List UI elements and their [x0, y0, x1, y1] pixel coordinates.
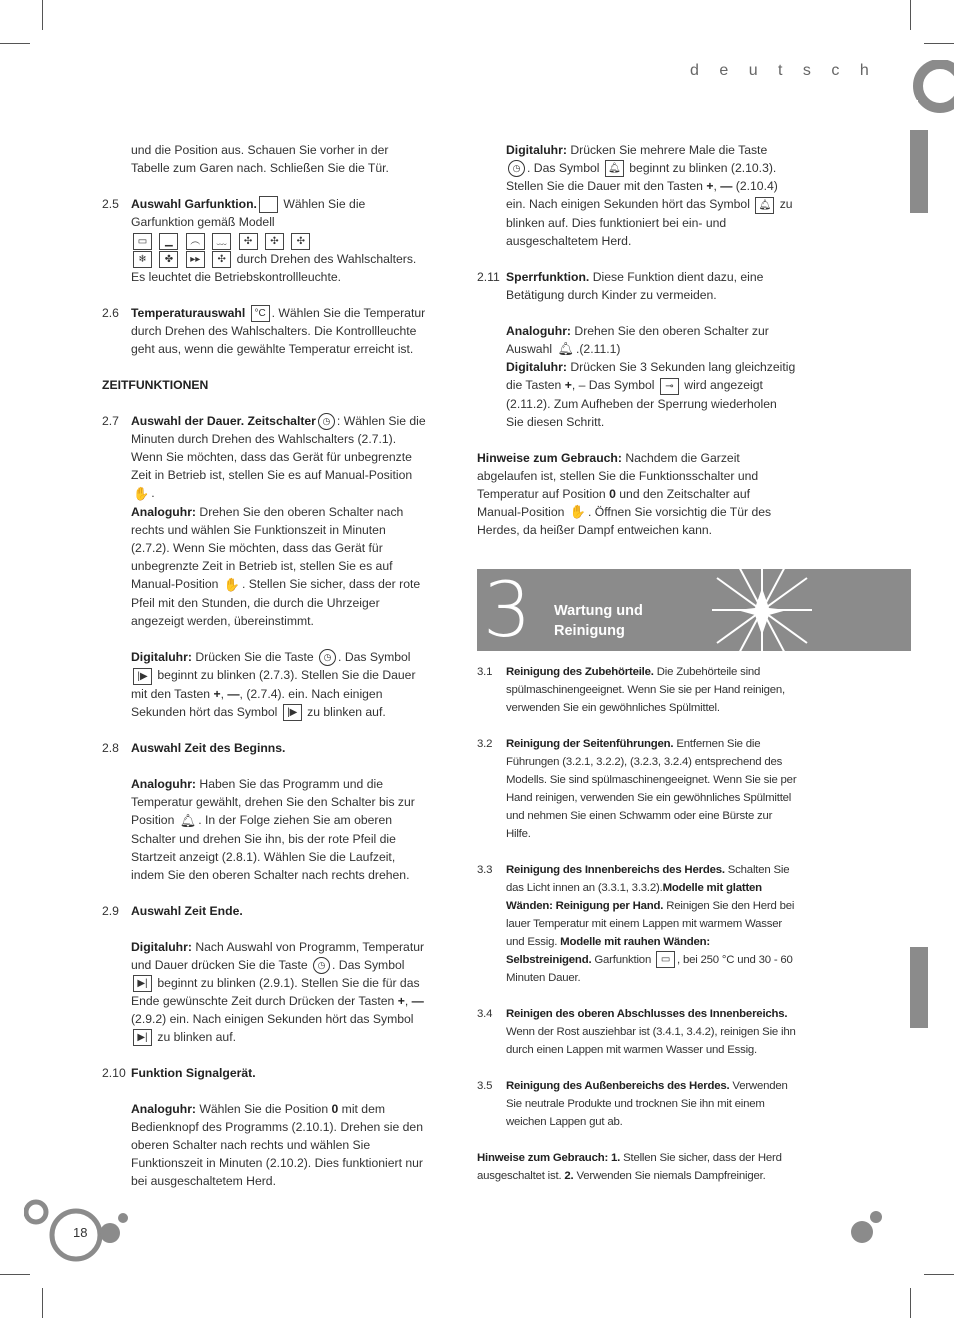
crop-mark: [42, 1288, 43, 1318]
manual-hand-icon: ✋: [569, 504, 586, 520]
section-2-9: 2.9 Auswahl Zeit Ende. Digitaluhr: Nach Auswahl von Programm, Temperatur und Dauer drücken Sie die Taste ◷ . Das Symbol ▶| beginnt zu blinken (2.9.1). Stellen Sie die für das Ende gewünschte Zeit durch Drücken der Tasten +, — (2.9.2) ein. Nach einigen Sekunden hört das Symbol ▶| zu blinken auf.: [102, 902, 427, 1047]
crop-mark: [924, 43, 954, 44]
decor-circle-icon: [900, 60, 954, 130]
bell-icon: 🔔︎: [557, 341, 574, 357]
minus-icon: —: [720, 179, 733, 194]
top-bottom-heat-icon: ▭: [656, 951, 675, 968]
clock-icon: ◷: [508, 160, 525, 177]
end-time-icon: ▶|: [133, 975, 152, 992]
chapter-number: 3: [483, 569, 532, 651]
intro-text: und die Position aus. Schauen Sie vorher in der Tabelle zum Garen nach. Schließen Sie die Tür.: [131, 143, 389, 175]
section-3-5: 3.5 Reinigung des Außenbereichs des Herdes. Verwenden Sie neutrale Produkte und trocknen Sie ihn mit einem weichen Lappen gut ab.: [477, 1080, 788, 1128]
bell-symbol-icon: 🔔︎: [755, 197, 774, 214]
footer-dots-icon: [848, 1208, 888, 1248]
pizza-icon: ▸▸: [186, 251, 205, 268]
sparkle-icon: [707, 569, 817, 651]
section-3-4: 3.4 Reinigen des oberen Abschlusses des Innenbereichs. Wenn der Rost ausziehbar ist (3.4.1, 3.4.2), reinigen Sie ihn durch einen Lappen mit warmen Wasser und Essig.: [477, 1008, 796, 1056]
fan-ring-icon: ✤: [159, 251, 178, 268]
key-lock-icon: ⊸: [660, 378, 679, 395]
bell-symbol-icon: 🔔︎: [605, 160, 624, 177]
crop-mark: [910, 1288, 911, 1318]
clock-icon: ◷: [318, 413, 335, 430]
digital-timer-signal: Digitaluhr: Drücken Sie mehrere Male die Taste ◷ . Das Symbol 🔔︎ beginnt zu blinken (2.10.3). Stellen Sie die Dauer mit den Tasten +, — (2.10.4) ein. Nach einigen Sekunden hört das Symbol 🔔︎ zu blinken auf. Dies funktioniert bei ein- und ausgeschaltetem Herd.: [506, 143, 793, 248]
chapter-title: Wartung und Reinigung: [554, 603, 643, 639]
crop-mark: [0, 43, 30, 44]
top-bottom-heat-icon: ▭: [133, 233, 152, 250]
plus-icon: +: [564, 378, 572, 393]
manual-hand-icon: ✋: [133, 486, 150, 502]
temperature-icon: °C: [251, 305, 270, 322]
section-3-1: 3.1 Reinigung des Zubehörteile. Die Zubehörteile sind spülmaschinengeeignet. Wenn Sie sie per Hand reinigen, verwenden Sie ein gewöhnliches Spülmittel.: [477, 666, 785, 714]
section-3-3: 3.3 Reinigung des Innenbereichs des Herdes. Schalten Sie das Licht innen an (3.3.1, 3.3.2).Modelle mit glatten Wänden: Reinigung per Hand. Reinigen Sie den Herd bei lauer Temperatur mit einem Lappen mit warmem Wasser und Essig. Modelle mit rauhen Wänden: Selbstreinigend. Garfunktion ▭ , bei 250 °C und 30 - 60 Minuten Dauer.: [477, 864, 795, 984]
section-2-5: 2.5 Auswahl Garfunktion. Wählen Sie die Garfunktion gemäß Modell ▭ ▁ ︵ ﹏ ✣ ✣ ✣ ❄ ✤ ▸▸ ✣ durch Drehen des Wahlschalters. Es leuchtet die Betriebskontrollleuchte.: [102, 197, 417, 284]
section-3-2: 3.2 Reinigung der Seitenführungen. Entfernen Sie die Führungen (3.2.1, 3.2.2), (3.2.3, 3.2.4) entsprechend des Modells. Sie sind spülmaschinengeeignet. Wenn Sie sie per Hand reinigen, verwenden Sie ein gewöhnliches Spülmittel und nehmen Sie einen Schwamm oder eine Bürste zur Hilfe.: [477, 738, 797, 840]
usage-hint-1: Hinweise zum Gebrauch: Nachdem die Garzeit abgelaufen ist, stellen Sie die Funktionsschalter und Temperatur auf Position 0 und den Zeitschalter auf Manual-Position ✋ . Öffnen Sie vorsichtig die Tür des Herdes, da heißer Dampf entweichen kann.: [477, 450, 772, 538]
grill-icon: ︵: [186, 233, 205, 250]
duration-symbol-icon: |▶: [133, 668, 152, 685]
clock-icon: ◷: [319, 649, 336, 666]
section-2-10: 2.10 Funktion Signalgerät. Analoguhr: Wählen Sie die Position 0 mit dem Bedienknopf des Programms (2.10.1). Drehen sie den oberen Schalter nach rechts und wählen Sie Funktionszeit in Minuten (2.10.2). Dies funktioniert nur bei ausgeschaltetem Herd.: [102, 1066, 423, 1189]
section-heading-zeitfunktionen: ZEITFUNKTIONEN: [102, 378, 209, 393]
bottom-heat-icon: ▁: [159, 233, 178, 250]
end-time-icon: ▶|: [133, 1029, 152, 1046]
side-tab: [910, 947, 928, 1028]
usage-hint-2: Hinweise zum Gebrauch: 1. Stellen Sie sicher, dass der Herd ausgeschaltet ist. 2. Verwenden Sie niemals Dampfreiniger.: [477, 1152, 782, 1182]
minus-icon: —: [411, 994, 424, 1009]
plus-icon: +: [706, 179, 714, 194]
chapter-banner: [477, 569, 911, 651]
section-2-11: 2.11 Sperrfunktion. Diese Funktion dient dazu, eine Betätigung durch Kinder zu vermeiden. Analoguhr: Drehen Sie den oberen Schalter zur Auswahl 🔔︎ .(2.11.1) Digitaluhr: Drücken Sie 3 Sekunden lang gleichzeitig die Tasten +, – Das Symbol ⊸ wird angezeigt (2.11.2). Zum Aufheben der Sperrung wiederholen Sie diesen Schritt.: [477, 269, 796, 429]
page-number: 18: [73, 1225, 88, 1240]
right-column-cleaning: [477, 663, 797, 1185]
crop-mark: [0, 1274, 30, 1275]
duration-symbol-icon: |▶: [283, 704, 302, 721]
clock-icon: ◷: [313, 957, 330, 974]
crop-mark: [42, 0, 43, 30]
plus-icon: +: [397, 994, 405, 1009]
bell-icon: 🔔︎: [179, 812, 197, 828]
side-tab: [910, 130, 928, 213]
minus-icon: —: [227, 686, 240, 701]
section-2-6: 2.6 Temperaturauswahl °C . Wählen Sie die Temperatur durch Drehen des Wahlschalters. Die Kontrollleuchte geht aus, wenn die gewählte Temperatur erreicht ist.: [102, 305, 426, 357]
defrost-icon: ❄: [133, 251, 152, 268]
left-column: [102, 141, 427, 1190]
fan-icon: ✣: [239, 233, 258, 250]
grill-large-icon: ﹏: [212, 233, 231, 250]
language-header: d e u t s c h: [690, 62, 877, 79]
fan-heat-icon: ✣: [291, 233, 310, 250]
section-2-8: 2.8 Auswahl Zeit des Beginns. Analoguhr: Haben Sie das Programm und die Temperatur gewählt, drehen Sie den Schalter bis zur Position 🔔︎ . In der Folge ziehen Sie am oberen Schalter und drehen Sie ihn, bis der rote Pfeil die Startzeit anzeigt (2.8.1). Wählen Sie die Laufzeit, indem Sie den oberen Schalter nach rechts drehen.: [102, 740, 415, 882]
oven-function-icon: [259, 196, 278, 213]
right-column: [477, 141, 797, 539]
section-2-7: 2.7 Auswahl der Dauer. Zeitschalter ◷ : Wählen Sie die Minuten durch Drehen des Wahlschalters (2.7.1). Wenn Sie möchten, dass das Gerät für unbegrenzte Zeit in Betrieb ist, stellen Sie es auf Manual-Position ✋ . Analoguhr: Drehen Sie den oberen Schalter nach rechts und wählen Sie Funktionszeit in Minuten (2.7.2). Wenn Sie möchten, dass das Gerät für unbegrenzte Zeit in Betrieb ist, stellen Sie es auf Manual-Position ✋ . Stellen Sie sicher, dass der rote Pfeil mit den Stunden, die durch die Uhrzeiger angezeigt werden, übereinstimmt. Digitaluhr: Drücken Sie die Taste ◷ . Das Symbol |▶ beginnt zu blinken (2.7.3). Stellen Sie die Dauer mit den Tasten +, —, (2.7.4). ein. Nach einigen Sekunden hört das Symbol |▶ zu blinken auf.: [102, 412, 427, 721]
manual-hand-icon: ✋: [223, 576, 240, 592]
plus-icon: +: [213, 686, 221, 701]
fan-grill-icon: ✣: [212, 251, 231, 268]
crop-mark: [910, 0, 911, 30]
crop-mark: [924, 1274, 954, 1275]
fan-bottom-icon: ✣: [265, 233, 284, 250]
